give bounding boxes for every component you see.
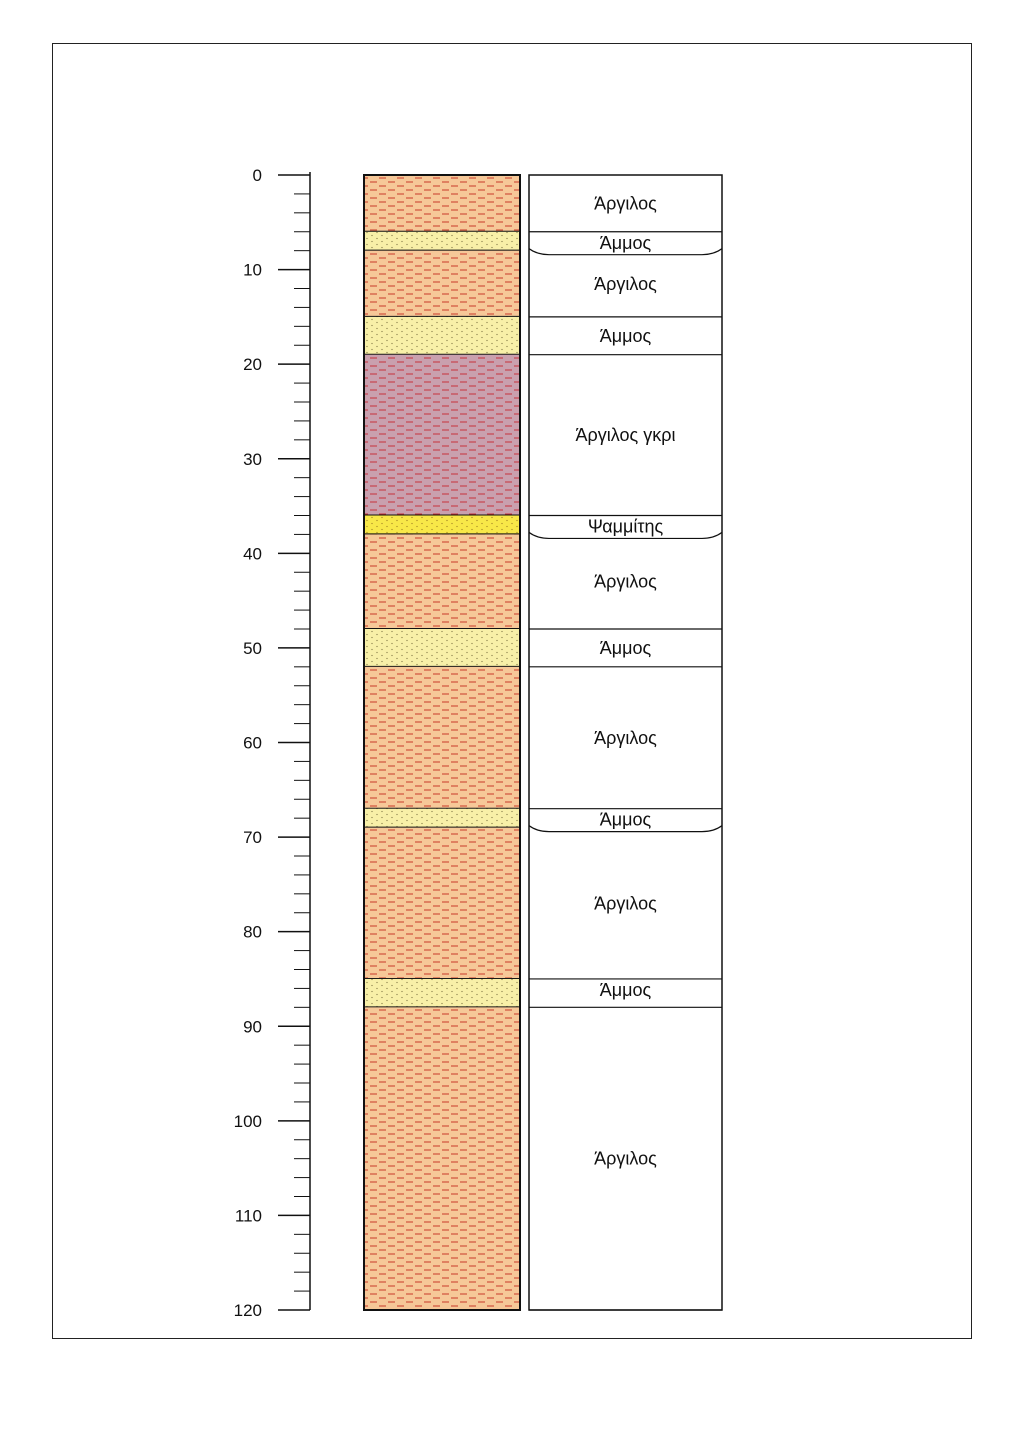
layer-fill-clay: [364, 251, 520, 317]
layer-fill-sand: [364, 317, 520, 355]
description-column: [529, 175, 722, 1310]
layer-label: Άμμος: [599, 637, 652, 658]
depth-tick-label: 10: [243, 260, 262, 280]
layer-label: Άργιλος γκρι: [575, 425, 676, 446]
depth-tick-label: 90: [243, 1017, 262, 1037]
depth-tick-label: 110: [234, 1206, 262, 1226]
depth-tick-label: 120: [233, 1301, 262, 1320]
layer-label: Άργιλος: [594, 1148, 657, 1169]
layer-fill-clay: [364, 667, 520, 809]
layer-label: Άμμος: [599, 325, 652, 346]
layer-fill-clay: [364, 1007, 520, 1310]
depth-tick-label: 50: [243, 638, 262, 658]
layer-fill-sand: [364, 629, 520, 667]
layer-label: Άργιλος: [594, 571, 657, 592]
depth-tick-label: 30: [243, 449, 262, 469]
depth-tick-label: 100: [233, 1111, 262, 1131]
depth-tick-label: 80: [243, 922, 262, 942]
layer-label: Άργιλος: [594, 273, 657, 294]
layer-fill-grey_clay: [364, 355, 520, 516]
layer-fill-sandstone: [364, 516, 520, 535]
depth-scale: [234, 166, 310, 1320]
layer-fill-sand: [364, 809, 520, 828]
layer-label: Άμμος: [599, 809, 652, 830]
lithology-column: [364, 175, 520, 1310]
depth-tick-label: 0: [252, 166, 262, 185]
depth-tick-label: 60: [243, 733, 262, 753]
depth-tick-label: 20: [243, 355, 262, 375]
layer-label: Άργιλος: [594, 193, 657, 214]
layer-label: Άμμος: [599, 979, 652, 1000]
layer-fill-clay: [364, 175, 520, 232]
layer-label: Άργιλος: [594, 727, 657, 748]
layer-label: Ψαμμίτης: [587, 516, 664, 537]
layer-fill-sand: [364, 979, 520, 1007]
layer-fill-sand: [364, 232, 520, 251]
layer-fill-clay: [364, 534, 520, 629]
layer-label: Άργιλος: [594, 893, 657, 914]
depth-tick-label: 40: [243, 544, 262, 564]
layer-fill-clay: [364, 828, 520, 979]
depth-tick-label: 70: [243, 828, 262, 848]
layer-label: Άμμος: [599, 232, 652, 253]
